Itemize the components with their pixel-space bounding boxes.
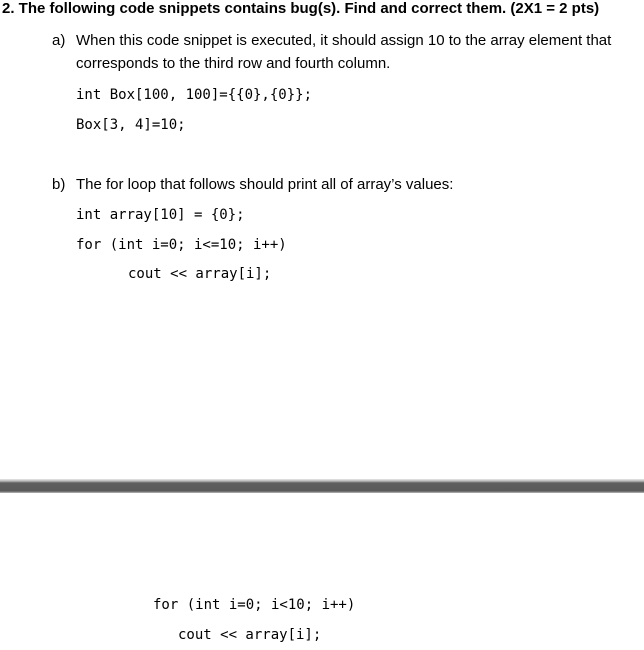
answer-code-line1: for (int i=0; i<10; i++) xyxy=(153,597,356,613)
part-a-text-line2: corresponds to the third row and fourth column. xyxy=(76,55,391,72)
part-a-marker: a) xyxy=(52,32,66,49)
answer-code-line2: cout << array[i]; xyxy=(178,627,322,643)
part-b-code-line3: cout << array[i]; xyxy=(128,266,272,282)
part-a-text-line1: When this code snippet is executed, it should assign 10 to the array element that xyxy=(76,32,612,49)
section-divider xyxy=(0,479,644,493)
part-a-code-line2: Box[3, 4]=10; xyxy=(76,117,186,133)
part-a-code-line1: int Box[100, 100]={{0},{0}}; xyxy=(76,87,313,103)
part-b-marker: b) xyxy=(52,176,66,193)
part-b-code-line2: for (int i=0; i<=10; i++) xyxy=(76,237,287,253)
part-b-code-line1: int array[10] = {0}; xyxy=(76,207,245,223)
question-title: 2. The following code snippets contains bug(s). Find and correct them. (2X1 = 2 pts) xyxy=(2,0,600,17)
part-b-text-line1: The for loop that follows should print all of array’s values: xyxy=(76,176,454,193)
